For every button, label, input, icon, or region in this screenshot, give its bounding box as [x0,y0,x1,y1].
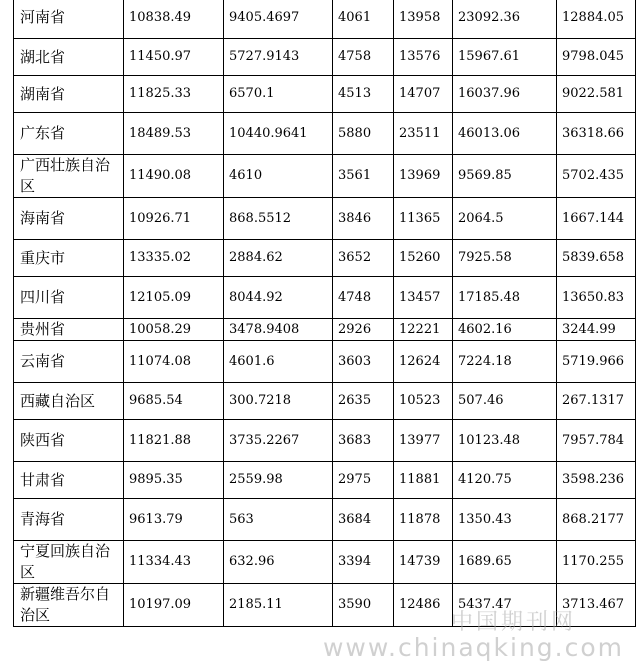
value-cell-c6: 36318.66 [557,113,636,155]
value-cell-c4: 10523 [394,383,453,420]
value-cell-c4: 11881 [394,462,453,499]
value-cell-c2: 2884.62 [224,240,333,277]
table-row [14,541,636,584]
value-cell-c6: 12884.05 [557,0,636,39]
value-cell-c3: 4061 [333,0,394,39]
value-cell-c3: 4513 [333,76,394,113]
value-cell-c6: 7957.784 [557,420,636,462]
value-cell-c4: 12221 [394,319,453,341]
value-cell-c6: 9798.045 [557,39,636,76]
value-cell-c5: 9569.85 [453,155,557,198]
value-cell-c2: 868.5512 [224,198,333,240]
value-cell-c2: 632.96 [224,541,333,584]
province-cell: 广西壮族自治区 [14,155,124,198]
value-cell-c4: 11365 [394,198,453,240]
value-cell-c4: 13969 [394,155,453,198]
value-cell-c4: 13457 [394,277,453,319]
province-cell: 重庆市 [14,240,124,277]
province-cell: 新疆维吾尔自治区 [14,584,124,627]
province-cell: 河南省 [14,0,124,39]
value-cell-c2: 4610 [224,155,333,198]
value-cell-c2: 10440.9641 [224,113,333,155]
value-cell-c1: 11074.08 [124,341,224,383]
value-cell-c5: 15967.61 [453,39,557,76]
value-cell-c6: 9022.581 [557,76,636,113]
value-cell-c6: 3598.236 [557,462,636,499]
value-cell-c2: 9405.4697 [224,0,333,39]
value-cell-c6: 3713.467 [557,584,636,627]
value-cell-c2: 5727.9143 [224,39,333,76]
value-cell-c5: 46013.06 [453,113,557,155]
value-cell-c6: 13650.83 [557,277,636,319]
table-row [14,499,636,541]
value-cell-c3: 2926 [333,319,394,341]
province-cell: 甘肃省 [14,462,124,499]
table-row [14,240,636,277]
value-cell-c1: 10926.71 [124,198,224,240]
province-cell: 青海省 [14,499,124,541]
value-cell-c4: 14739 [394,541,453,584]
value-cell-c3: 3561 [333,155,394,198]
value-cell-c5: 1689.65 [453,541,557,584]
province-cell: 云南省 [14,341,124,383]
value-cell-c2: 2559.98 [224,462,333,499]
value-cell-c1: 11825.33 [124,76,224,113]
value-cell-c4: 12624 [394,341,453,383]
value-cell-c6: 5719.966 [557,341,636,383]
table-row [14,383,636,420]
table-row [14,462,636,499]
value-cell-c2: 8044.92 [224,277,333,319]
value-cell-c5: 5437.47 [453,584,557,627]
value-cell-c3: 3684 [333,499,394,541]
province-cell: 贵州省 [14,319,124,341]
value-cell-c3: 3652 [333,240,394,277]
value-cell-c5: 507.46 [453,383,557,420]
watermark-url: www.chinaqking.com [322,633,624,662]
value-cell-c6: 5839.658 [557,240,636,277]
value-cell-c2: 563 [224,499,333,541]
data-table [13,0,636,627]
value-cell-c3: 5880 [333,113,394,155]
value-cell-c1: 11821.88 [124,420,224,462]
value-cell-c1: 9895.35 [124,462,224,499]
table-row [14,198,636,240]
value-cell-c4: 23511 [394,113,453,155]
province-cell: 海南省 [14,198,124,240]
value-cell-c2: 300.7218 [224,383,333,420]
value-cell-c3: 3394 [333,541,394,584]
value-cell-c6: 267.1317 [557,383,636,420]
value-cell-c2: 3735.2267 [224,420,333,462]
watermark-cn: 中国期刊网 [450,610,576,635]
value-cell-c5: 7925.58 [453,240,557,277]
value-cell-c4: 15260 [394,240,453,277]
value-cell-c1: 12105.09 [124,277,224,319]
value-cell-c3: 4748 [333,277,394,319]
value-cell-c3: 3603 [333,341,394,383]
value-cell-c4: 13977 [394,420,453,462]
province-cell: 四川省 [14,277,124,319]
value-cell-c5: 10123.48 [453,420,557,462]
province-cell: 湖北省 [14,39,124,76]
value-cell-c5: 2064.5 [453,198,557,240]
table-row [14,341,636,383]
table-row [14,584,636,627]
table-row [14,113,636,155]
value-cell-c3: 2635 [333,383,394,420]
value-cell-c3: 3683 [333,420,394,462]
value-cell-c5: 7224.18 [453,341,557,383]
value-cell-c3: 3846 [333,198,394,240]
table-row [14,76,636,113]
value-cell-c1: 10197.09 [124,584,224,627]
value-cell-c3: 4758 [333,39,394,76]
value-cell-c1: 11334.43 [124,541,224,584]
province-cell: 广东省 [14,113,124,155]
value-cell-c6: 1170.255 [557,541,636,584]
value-cell-c4: 11878 [394,499,453,541]
table-row [14,319,636,341]
value-cell-c6: 3244.99 [557,319,636,341]
province-cell: 陕西省 [14,420,124,462]
value-cell-c5: 4602.16 [453,319,557,341]
value-cell-c4: 14707 [394,76,453,113]
province-cell: 西藏自治区 [14,383,124,420]
table-row [14,39,636,76]
value-cell-c1: 10058.29 [124,319,224,341]
value-cell-c1: 9613.79 [124,499,224,541]
value-cell-c1: 11450.97 [124,39,224,76]
value-cell-c5: 23092.36 [453,0,557,39]
value-cell-c4: 12486 [394,584,453,627]
value-cell-c1: 10838.49 [124,0,224,39]
table-row [14,420,636,462]
value-cell-c3: 2975 [333,462,394,499]
value-cell-c4: 13576 [394,39,453,76]
table-row [14,277,636,319]
value-cell-c5: 1350.43 [453,499,557,541]
value-cell-c6: 868.2177 [557,499,636,541]
value-cell-c2: 2185.11 [224,584,333,627]
value-cell-c1: 9685.54 [124,383,224,420]
table-row [14,0,636,39]
value-cell-c2: 3478.9408 [224,319,333,341]
value-cell-c3: 3590 [333,584,394,627]
value-cell-c1: 13335.02 [124,240,224,277]
value-cell-c4: 13958 [394,0,453,39]
value-cell-c1: 11490.08 [124,155,224,198]
value-cell-c6: 1667.144 [557,198,636,240]
value-cell-c6: 5702.435 [557,155,636,198]
value-cell-c5: 4120.75 [453,462,557,499]
table-row [14,155,636,198]
value-cell-c1: 18489.53 [124,113,224,155]
value-cell-c5: 16037.96 [453,76,557,113]
value-cell-c2: 4601.6 [224,341,333,383]
value-cell-c5: 17185.48 [453,277,557,319]
province-cell: 宁夏回族自治区 [14,541,124,584]
value-cell-c2: 6570.1 [224,76,333,113]
province-cell: 湖南省 [14,76,124,113]
